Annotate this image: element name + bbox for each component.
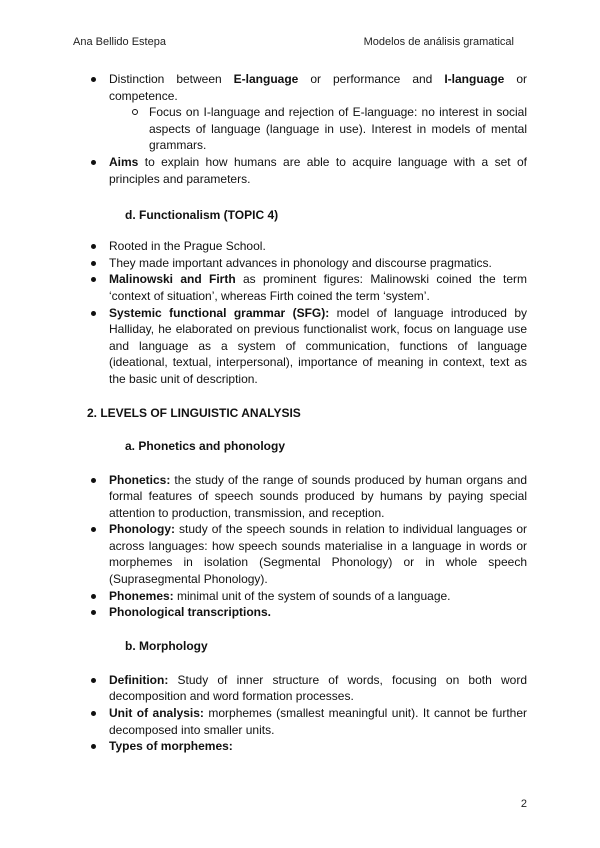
list-item: They made important advances in phonology and discourse pragmatics. — [87, 255, 527, 272]
list-item: Unit of analysis: morphemes (smallest meaningful unit). It cannot be further decomposed into smaller units. — [87, 705, 527, 738]
header-author: Ana Bellido Estepa — [73, 36, 166, 48]
list-item: Phonological transcriptions. — [87, 604, 527, 621]
section-a-list — [87, 472, 527, 621]
list-item: Definition: Study of inner structure of words, focusing on both word decomposition and word formation processes. — [87, 672, 527, 705]
header-title: Modelos de análisis gramatical — [363, 36, 514, 48]
list-item: Phonetics: the study of the range of sounds produced by human organs and formal features of speech sounds produced by humans by paying special attention to production, transmission, and reception. — [87, 472, 527, 522]
section-b-list — [87, 672, 527, 755]
heading-phonetics-phonology: a. Phonetics and phonology — [125, 438, 286, 453]
list-item: Phonology: study of the speech sounds in relation to individual languages or across languages: how speech sounds materialise in a language in words or morphemes in isolation (Segmental Phonology) or in whole speech (Suprasegmental Phonology). — [87, 521, 527, 587]
list-item: Rooted in the Prague School. — [87, 238, 527, 255]
heading-levels-of-analysis: 2. LEVELS OF LINGUISTIC ANALYSIS — [87, 405, 301, 420]
section-c-list — [87, 71, 527, 187]
page-body — [87, 71, 527, 755]
list-item: Types of morphemes: — [87, 738, 527, 755]
list-item: Malinowski and Firth as prominent figures: Malinowski coined the term ‘context of situation’, whereas Firth coined the term ‘system’. — [87, 271, 527, 304]
list-item: Systemic functional grammar (SFG): model of language introduced by Halliday, he elaborated on previous functionalist work, focus on language use and language as a system of communication, functions of language (ideational, textual, interpersonal), importance of meaning in context, text as the basic unit of description. — [87, 305, 527, 388]
section-d-list — [87, 238, 527, 387]
list-item: Distinction between E-language or performance and I-language or competence. — [87, 71, 527, 104]
page-number: 2 — [520, 798, 527, 810]
heading-functionalism: d. Functionalism (TOPIC 4) — [125, 208, 279, 223]
sub-list-item: Focus on I-language and rejection of E-language: no interest in social aspects of language (language in use). Interest in models of mental grammars. — [127, 104, 527, 154]
list-item: Aims to explain how humans are able to acquire language with a set of principles and parameters. — [87, 154, 527, 187]
heading-morphology: b. Morphology — [125, 638, 208, 653]
list-item: Phonemes: minimal unit of the system of sounds of a language. — [87, 588, 527, 605]
